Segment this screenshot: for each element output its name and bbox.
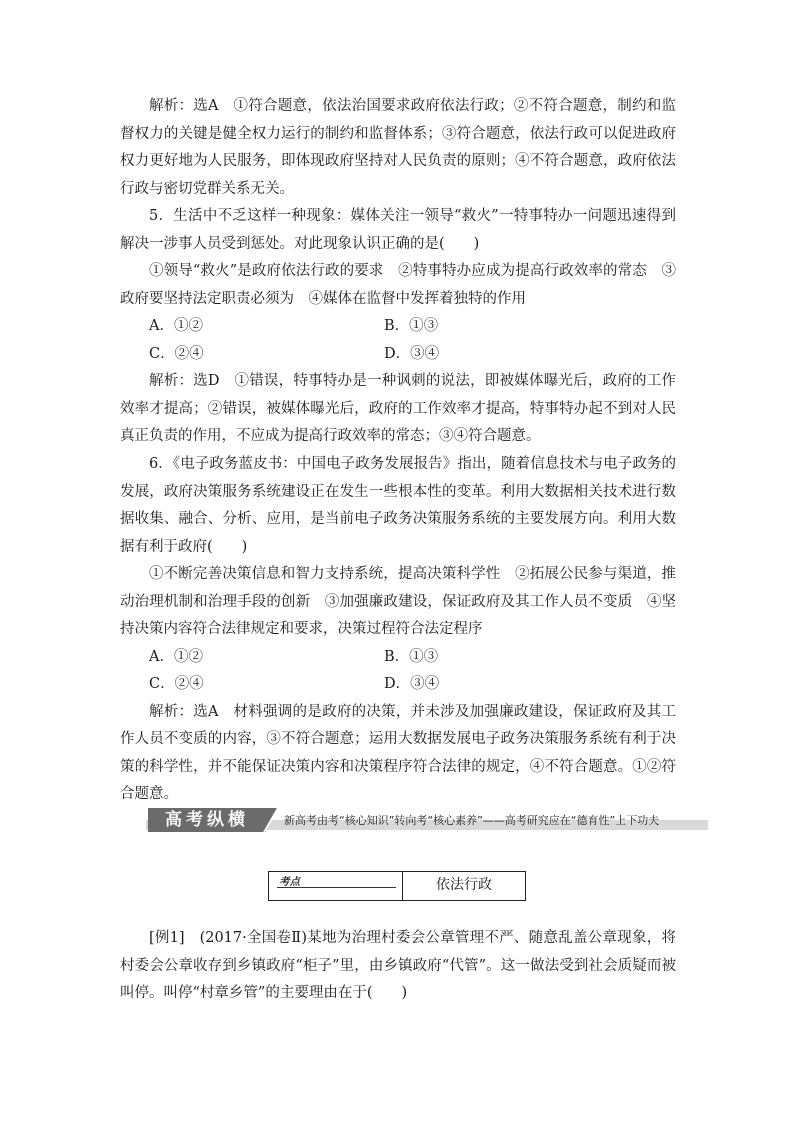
question-5-items: ①领导“救火”是政府依法行政的要求 ②特事特办应成为提高行政效率的常态 ③政府要坚持法定职责必须为 ④媒体在监督中发挥着独特的作用 bbox=[120, 263, 676, 307]
option-b: B．①③ bbox=[384, 318, 439, 334]
option-a: A．①② bbox=[149, 318, 203, 334]
option-b: B．①③ bbox=[384, 648, 439, 665]
question-6-analysis: 解析：选A 材料强调的是政府的决策，并未涉及加强廉政建设，保证政府及其工作人员不变质的内容，③不符合题意；运用大数据发展电子政务决策服务系统有利于决策的科学性，并不能保证决策内容和决策程序符合法律的规定，④不符合题意。①②符合题意。 bbox=[120, 703, 676, 802]
question-5 bbox=[120, 203, 676, 451]
example-1-text: [例1] (2017·全国卷Ⅱ)某地为治理村委会公章管理不严、随意乱盖公章现象，将村委会公章收存到乡镇政府“柜子”里，由乡镇政府“代管”。这一做法受到社会质疑而被叫停。叫停“村章乡管”的主要理由在于( ) bbox=[120, 930, 676, 1001]
kaodian-label: 考点 bbox=[279, 876, 300, 888]
kaodian-value: 依法行政 bbox=[436, 877, 492, 893]
option-c: C．②④ bbox=[149, 345, 204, 362]
question-6-options-row1 bbox=[120, 644, 676, 672]
question-6 bbox=[120, 451, 676, 809]
option-a: A．①② bbox=[149, 648, 203, 665]
question-5-stem: 5．生活中不乏这样一种现象：媒体关注一领导“救火”一特事特办一问题迅速得到解决一涉事人员受到惩处。对此现象认识正确的是( ) bbox=[120, 208, 676, 252]
banner-subtitle: 新高考由考“核心知识”转向考“核心素养”——高考研究应在“德育性”上下功夫 bbox=[284, 814, 660, 827]
kaodian-underline bbox=[277, 887, 396, 888]
option-d: D．③④ bbox=[384, 676, 440, 692]
section-banner bbox=[146, 808, 708, 834]
question-6-items: ①不断完善决策信息和智力支持系统，提高决策科学性 ②拓展公民参与渠道，推动治理机制和治理手段的创新 ③加强廉政建设，保证政府及其工作人员不变质 ④坚持决策内容符合法律规定和要求，决策过程符合法定程序 bbox=[120, 566, 676, 637]
question-5-analysis: 解析：选D ①错误，特事特办是一种讽刺的说法，即被媒体曝光后，政府的工作效率才提高；②错误，被媒体曝光后，政府的工作效率才提高，特事特办起不到对人民真正负责的作用，不应成为提高行政效率的常态；③④符合题意。 bbox=[120, 373, 676, 444]
kaodian-table bbox=[268, 871, 526, 901]
example-1 bbox=[120, 925, 676, 1008]
question-5-options-row1 bbox=[120, 313, 676, 341]
question-5-options-row2 bbox=[120, 341, 676, 369]
question-6-stem: 6．《电子政务蓝皮书：中国电子政务发展报告》指出，随着信息技术与电子政务的发展，政府决策服务系统建设正在发生一些根本性的变革。利用大数据相关技术进行数据收集、融合、分析、应用，是当前电子政务决策服务系统的主要发展方向。利用大数据有利于政府( ) bbox=[120, 456, 676, 555]
banner-title: 高考纵横 bbox=[148, 808, 266, 832]
option-c: C．②④ bbox=[149, 676, 204, 692]
analysis-q4-text: 解析：选A ①符合题意，依法治国要求政府依法行政；②不符合题意，制约和监督权力的关键是健全权力运行的制约和监督体系；③符合题意，依法行政可以促进政府权力更好地为人民服务，即体现政府坚持对人民负责的原则；④不符合题意，政府依法行政与密切党群关系无关。 bbox=[120, 98, 676, 197]
analysis-q4 bbox=[120, 93, 676, 203]
option-d: D．③④ bbox=[384, 345, 440, 362]
question-6-options-row2 bbox=[120, 671, 676, 699]
kaodian-label-cell bbox=[269, 872, 403, 900]
